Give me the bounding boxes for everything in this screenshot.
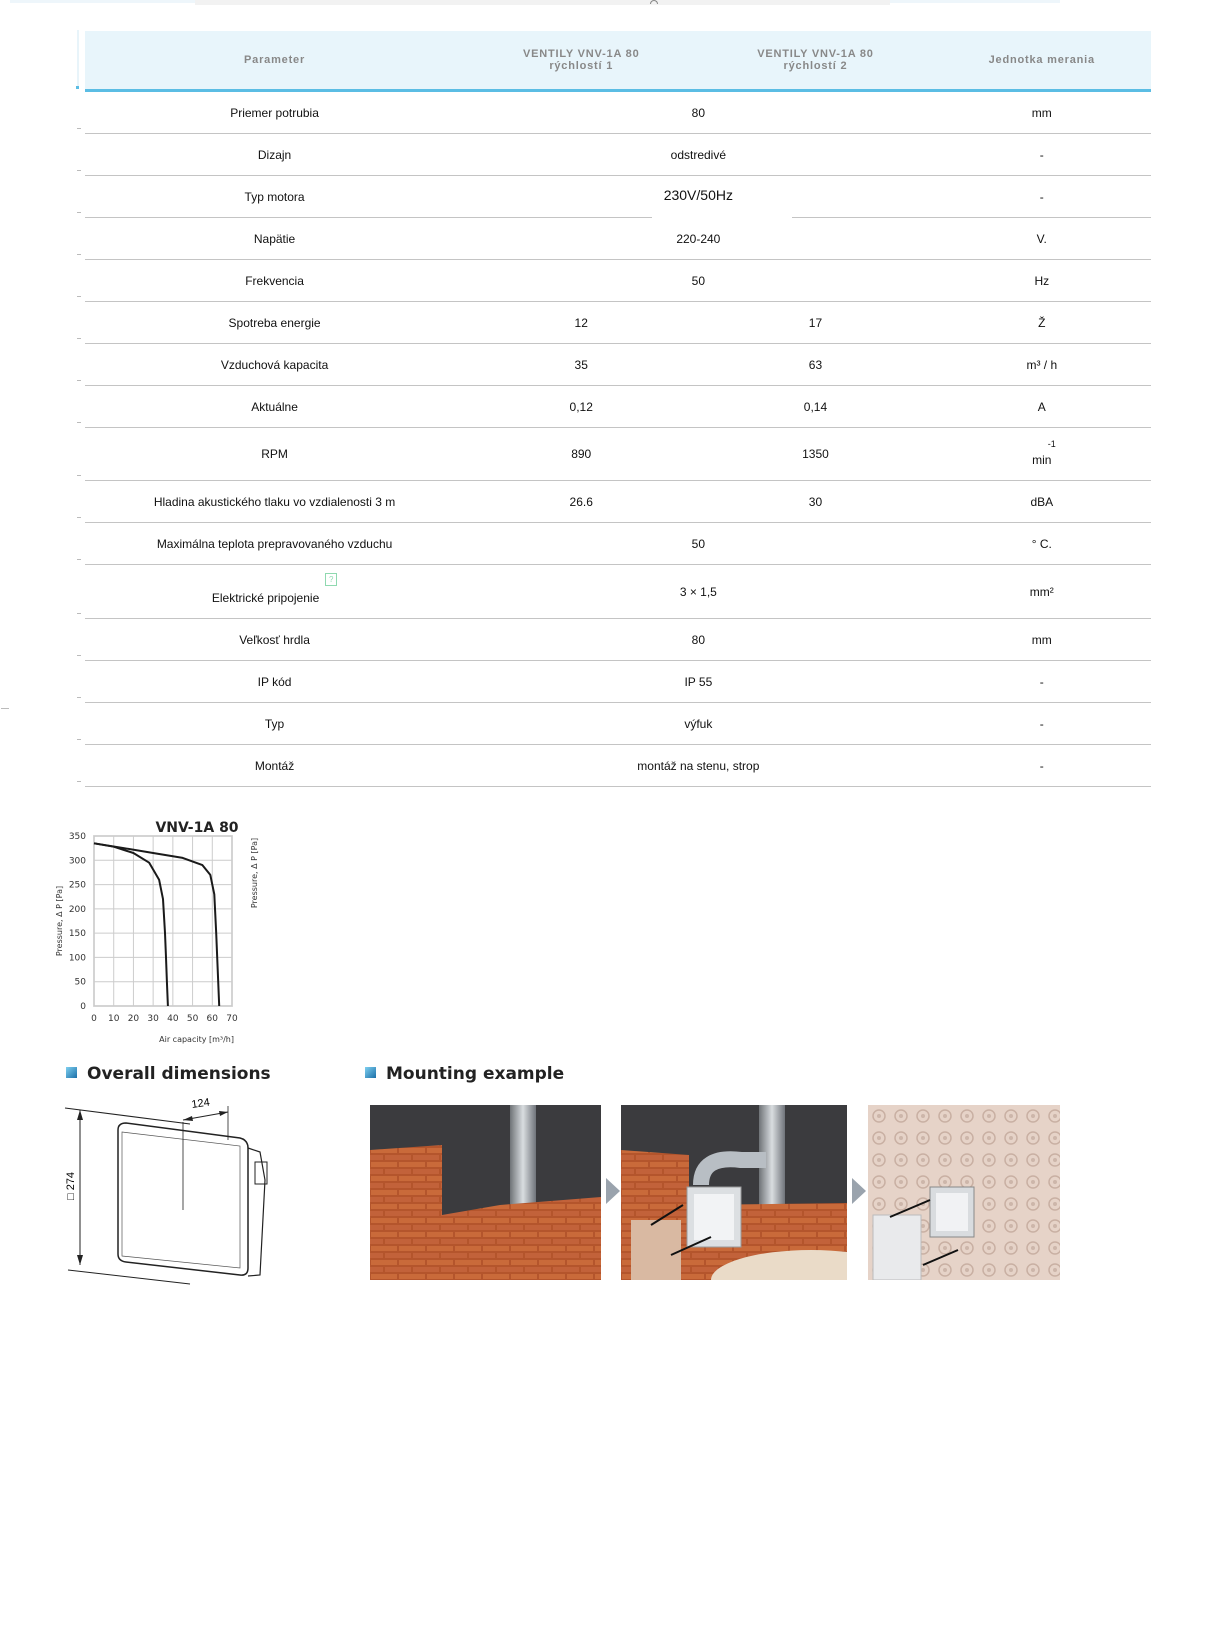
row-marker [77, 517, 81, 518]
table-row [85, 661, 1151, 703]
y-tick-label: 50 [74, 977, 86, 988]
cell-unit: - [933, 134, 1151, 176]
cell-value-merged: IP 55 [464, 661, 932, 703]
section-overall-dimensions: Overall dimensions [66, 1064, 271, 1084]
cell-unit: Ž [933, 302, 1151, 344]
mounting-photo-1 [370, 1105, 601, 1280]
header-unit: Jednotka merania [933, 31, 1151, 91]
cell-unit: - [933, 703, 1151, 745]
cell-parameter: Typ [85, 703, 464, 745]
header-speed-1: VENTILY VNV-1A 80 rýchlostí 1 [464, 31, 698, 91]
cell-unit: V. [933, 218, 1151, 260]
cell-value-speed-1: 12 [464, 302, 698, 344]
chart-title: VNV-1A 80 [155, 820, 239, 836]
cell-value-merged: výfuk [464, 703, 932, 745]
cell-value-merged: montáž na stenu, strop [464, 745, 932, 787]
dimensions-drawing [60, 1090, 300, 1290]
row-marker [77, 380, 81, 381]
cell-unit: mm² [933, 565, 1151, 619]
header-parameter: Parameter [85, 31, 464, 91]
mounting-photo-3 [868, 1105, 1060, 1280]
cell-unit: - [933, 176, 1151, 218]
chevron-up-icon[interactable] [650, 0, 658, 4]
table-left-accent [77, 30, 79, 87]
cell-parameter: Hladina akustického tlaku vo vzdialenosti 3 m [85, 481, 464, 523]
cell-parameter: Priemer potrubia [85, 91, 464, 134]
cell-unit: m³ / h [933, 344, 1151, 386]
table-row [85, 619, 1151, 661]
row-marker [77, 781, 81, 782]
cell-unit: dBA [933, 481, 1151, 523]
table-row [85, 523, 1151, 565]
mounting-illustration-1 [370, 1105, 601, 1280]
cell-value-merged: 50 [464, 260, 932, 302]
cell-unit: - [933, 661, 1151, 703]
mounting-illustration-2 [621, 1105, 847, 1280]
chart-svg [52, 828, 282, 1058]
mounting-illustration-3 [868, 1105, 1060, 1280]
cell-parameter: RPM [85, 428, 464, 481]
table-header-row [85, 31, 1151, 91]
cell-parameter: Spotreba energie [85, 302, 464, 344]
chart-plot-area [94, 836, 232, 1006]
cell-unit: mm [933, 619, 1151, 661]
spec-table [85, 31, 1151, 787]
cell-value-speed-1: 0,12 [464, 386, 698, 428]
table-row [85, 302, 1151, 344]
row-marker [77, 170, 81, 171]
table-row [85, 428, 1151, 481]
top-bar-strip [195, 0, 890, 5]
cell-value-speed-1: 26.6 [464, 481, 698, 523]
dimension-depth-label: 124 [190, 1096, 211, 1111]
cell-unit: -1 min [933, 428, 1151, 481]
row-marker [77, 613, 81, 614]
y-axis-label-right: Pressure, Δ P [Pa] [250, 837, 259, 909]
table-row [85, 218, 1151, 260]
x-tick-label: 20 [127, 1014, 140, 1024]
cell-parameter: Dizajn [85, 134, 464, 176]
row-marker [77, 296, 81, 297]
cell-parameter: Elektrické pripojenie? [85, 565, 464, 619]
row-divider-gap [652, 216, 792, 219]
y-tick-label: 200 [68, 904, 86, 915]
x-tick-label: 0 [91, 1014, 97, 1024]
row-marker [77, 338, 81, 339]
cell-value-speed-1: 35 [464, 344, 698, 386]
cell-unit: Hz [933, 260, 1151, 302]
step-arrow-icon [606, 1178, 620, 1204]
x-tick-label: 60 [206, 1014, 219, 1024]
cell-value-merged: 50 [464, 523, 932, 565]
cell-unit: A [933, 386, 1151, 428]
table-row [85, 134, 1151, 176]
cell-value-speed-2: 30 [698, 481, 932, 523]
table-row [85, 91, 1151, 134]
row-marker [77, 422, 81, 423]
cell-parameter: Typ motora [85, 176, 464, 218]
y-axis-label: Pressure, Δ P [Pa] [55, 885, 64, 957]
cell-value-merged: 230V/50Hz [464, 176, 932, 218]
x-tick-label: 40 [167, 1014, 179, 1024]
mounting-photo-2 [621, 1105, 847, 1280]
cell-value-merged: 3 × 1,5 [464, 565, 932, 619]
cell-value-merged: odstredivé [464, 134, 932, 176]
cell-parameter: Vzduchová kapacita [85, 344, 464, 386]
cell-value-speed-1: 890 [464, 428, 698, 481]
row-marker [77, 128, 81, 129]
table-row [85, 481, 1151, 523]
row-marker [77, 655, 81, 656]
table-row [85, 176, 1151, 218]
cell-value-speed-2: 63 [698, 344, 932, 386]
section-bullet-icon [66, 1067, 77, 1078]
cell-parameter: Napätie [85, 218, 464, 260]
x-tick-label: 70 [226, 1014, 238, 1024]
cell-value-speed-2: 1350 [698, 428, 932, 481]
cell-value-merged: 80 [464, 91, 932, 134]
cell-unit: mm [933, 91, 1151, 134]
help-icon[interactable]: ? [325, 573, 337, 586]
cell-parameter: Frekvencia [85, 260, 464, 302]
header-speed-2: VENTILY VNV-1A 80 rýchlostí 2 [698, 31, 932, 91]
cell-parameter: IP kód [85, 661, 464, 703]
x-tick-label: 30 [147, 1014, 159, 1024]
row-marker [77, 697, 81, 698]
cell-unit: - [933, 745, 1151, 787]
section-mounting-example: Mounting example [365, 1064, 564, 1084]
y-tick-label: 150 [68, 929, 86, 940]
row-marker [77, 475, 81, 476]
row-marker [77, 212, 81, 213]
x-tick-label: 50 [186, 1014, 199, 1024]
x-tick-label: 10 [107, 1014, 120, 1024]
cell-parameter: Aktuálne [85, 386, 464, 428]
table-row [85, 745, 1151, 787]
y-tick-label: 100 [68, 953, 86, 964]
table-row [85, 565, 1151, 619]
cell-value-merged: 80 [464, 619, 932, 661]
y-tick-label: 350 [68, 832, 86, 842]
side-marker [1, 708, 9, 709]
cell-unit: ° C. [933, 523, 1151, 565]
cell-value-merged: 220-240 [464, 218, 932, 260]
cell-value-speed-2: 17 [698, 302, 932, 344]
performance-chart [52, 820, 282, 1070]
row-marker [77, 739, 81, 740]
row-marker [77, 254, 81, 255]
y-tick-label: 250 [68, 880, 86, 891]
cell-parameter: Maximálna teplota prepravovaného vzduchu [85, 523, 464, 565]
table-row [85, 344, 1151, 386]
y-tick-label: 0 [80, 1002, 86, 1012]
table-row [85, 386, 1151, 428]
table-row [85, 260, 1151, 302]
section-bullet-icon [365, 1067, 376, 1078]
table-left-dot [76, 86, 79, 89]
cell-parameter: Veľkosť hrdla [85, 619, 464, 661]
cell-parameter: Montáž [85, 745, 464, 787]
row-marker [77, 559, 81, 560]
y-tick-label: 300 [68, 856, 86, 867]
x-axis-label: Air capacity [m³/h] [159, 1035, 234, 1044]
step-arrow-icon [852, 1178, 866, 1204]
table-row [85, 703, 1151, 745]
cell-value-speed-2: 0,14 [698, 386, 932, 428]
dimension-size-label: □ 274 [65, 1171, 77, 1200]
